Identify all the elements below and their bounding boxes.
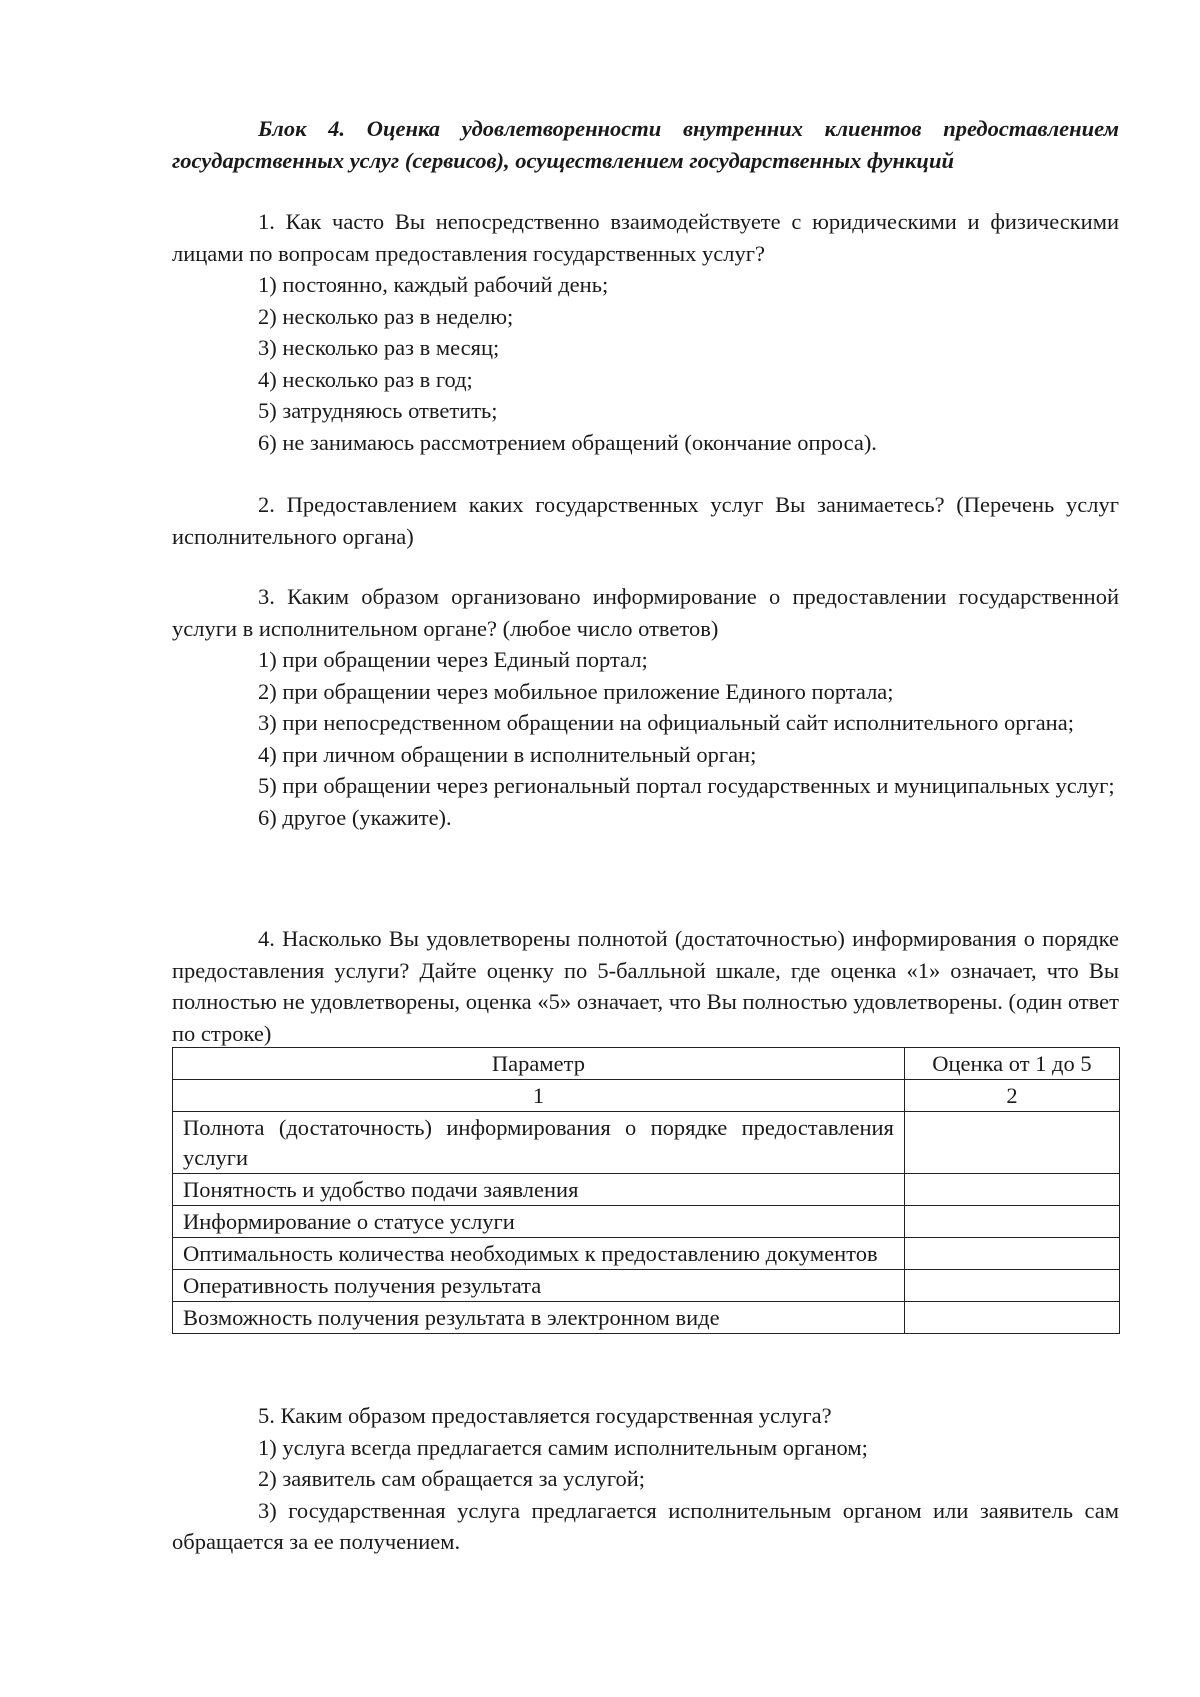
table-row-parameter: Оперативность получения результата	[173, 1270, 905, 1302]
table-row	[173, 1270, 1120, 1302]
question-5	[172, 1400, 1119, 1558]
question-2-text: 2. Предоставлением каких государственных услуг Вы занимаетесь? (Перечень услуг исполнительного органа)	[172, 492, 1119, 549]
table-header-score: Оценка от 1 до 5	[904, 1048, 1119, 1080]
table-row	[173, 1238, 1120, 1270]
table-row-score-cell[interactable]	[904, 1206, 1119, 1238]
table-row-parameter: Полнота (достаточность) информирования о порядке предоставления услуги	[173, 1112, 905, 1174]
question-5-text: 5. Каким образом предоставляется государственная услуга?	[258, 1403, 832, 1428]
question-1-text: 1. Как часто Вы непосредственно взаимодействуете с юридическими и физическими лицами по вопросам предоставления государственных услуг?	[172, 209, 1119, 266]
question-5-option: 1) услуга всегда предлагается самим исполнительным органом;	[258, 1434, 868, 1460]
table-row-score-cell[interactable]	[904, 1174, 1119, 1206]
table-row-parameter: Оптимальность количества необходимых к предоставлению документов	[173, 1238, 905, 1270]
table-row-score-cell[interactable]	[904, 1112, 1119, 1174]
question-5-option: 2) заявитель сам обращается за услугой;	[258, 1466, 646, 1491]
question-3-text: 3. Каким образом организовано информирование о предоставлении государственной услуги в исполнительном органе? (любое число ответов)	[172, 584, 1119, 641]
question-3-option: 1) при обращении через Единый портал;	[258, 647, 648, 672]
table-row-parameter: Возможность получения результата в электронном виде	[173, 1302, 905, 1334]
question-3-option: 6) другое (укажите).	[258, 804, 452, 830]
table-row-score-cell[interactable]	[904, 1270, 1119, 1302]
table-number-row	[173, 1080, 1120, 1112]
rating-table	[172, 1047, 1120, 1334]
question-3-option: 3) при непосредственном обращении на официальный сайт исполнительного органа;	[258, 710, 1074, 735]
table-row	[173, 1174, 1120, 1206]
question-3-option: 2) при обращении через мобильное приложение Единого портала;	[258, 678, 894, 704]
question-1-option: 4) несколько раз в год;	[258, 366, 473, 392]
question-1-option: 3) несколько раз в месяц;	[258, 335, 500, 360]
table-header-parameter: Параметр	[173, 1048, 905, 1080]
table-column-number: 2	[904, 1080, 1119, 1112]
table-row	[173, 1112, 1120, 1174]
table-row-parameter: Понятность и удобство подачи заявления	[173, 1174, 905, 1206]
table-row-score-cell[interactable]	[904, 1238, 1119, 1270]
question-3-option: 5) при обращении через региональный портал государственных и муниципальных услуг;	[258, 773, 1115, 798]
question-1-option: 2) несколько раз в неделю;	[258, 303, 514, 329]
question-1-option: 1) постоянно, каждый рабочий день;	[258, 272, 609, 297]
table-header-row	[173, 1048, 1120, 1080]
block-heading: Блок 4. Оценка удовлетворенности внутренних клиентов предоставлением государственных услуг (сервисов), осуществлением государственных функций	[172, 116, 1119, 173]
question-3	[172, 581, 1119, 833]
table-column-number: 1	[173, 1080, 905, 1112]
question-1	[172, 206, 1119, 458]
table-row	[173, 1206, 1120, 1238]
question-2	[172, 489, 1119, 552]
question-1-option: 5) затрудняюсь ответить;	[258, 398, 498, 423]
question-4-text: 4. Насколько Вы удовлетворены полнотой (достаточностью) информирования о порядке предоставления услуги? Дайте оценку по 5-балльной шкале, где оценка «1» означает, что Вы полностью не удовлетворены, оценка «5» означает, что Вы полностью удовлетворены. (один ответ по строке)	[172, 926, 1119, 1046]
table-row-score-cell[interactable]	[904, 1302, 1119, 1334]
question-5-option: 3) государственная услуга предлагается исполнительным органом или заявитель сам обращается за ее получением.	[172, 1497, 1119, 1554]
question-4	[172, 923, 1119, 1049]
table-row-parameter: Информирование о статусе услуги	[173, 1206, 905, 1238]
table-row	[173, 1302, 1120, 1334]
question-1-option: 6) не занимаюсь рассмотрением обращений (окончание опроса).	[258, 429, 877, 455]
question-3-option: 4) при личном обращении в исполнительный орган;	[258, 741, 757, 767]
